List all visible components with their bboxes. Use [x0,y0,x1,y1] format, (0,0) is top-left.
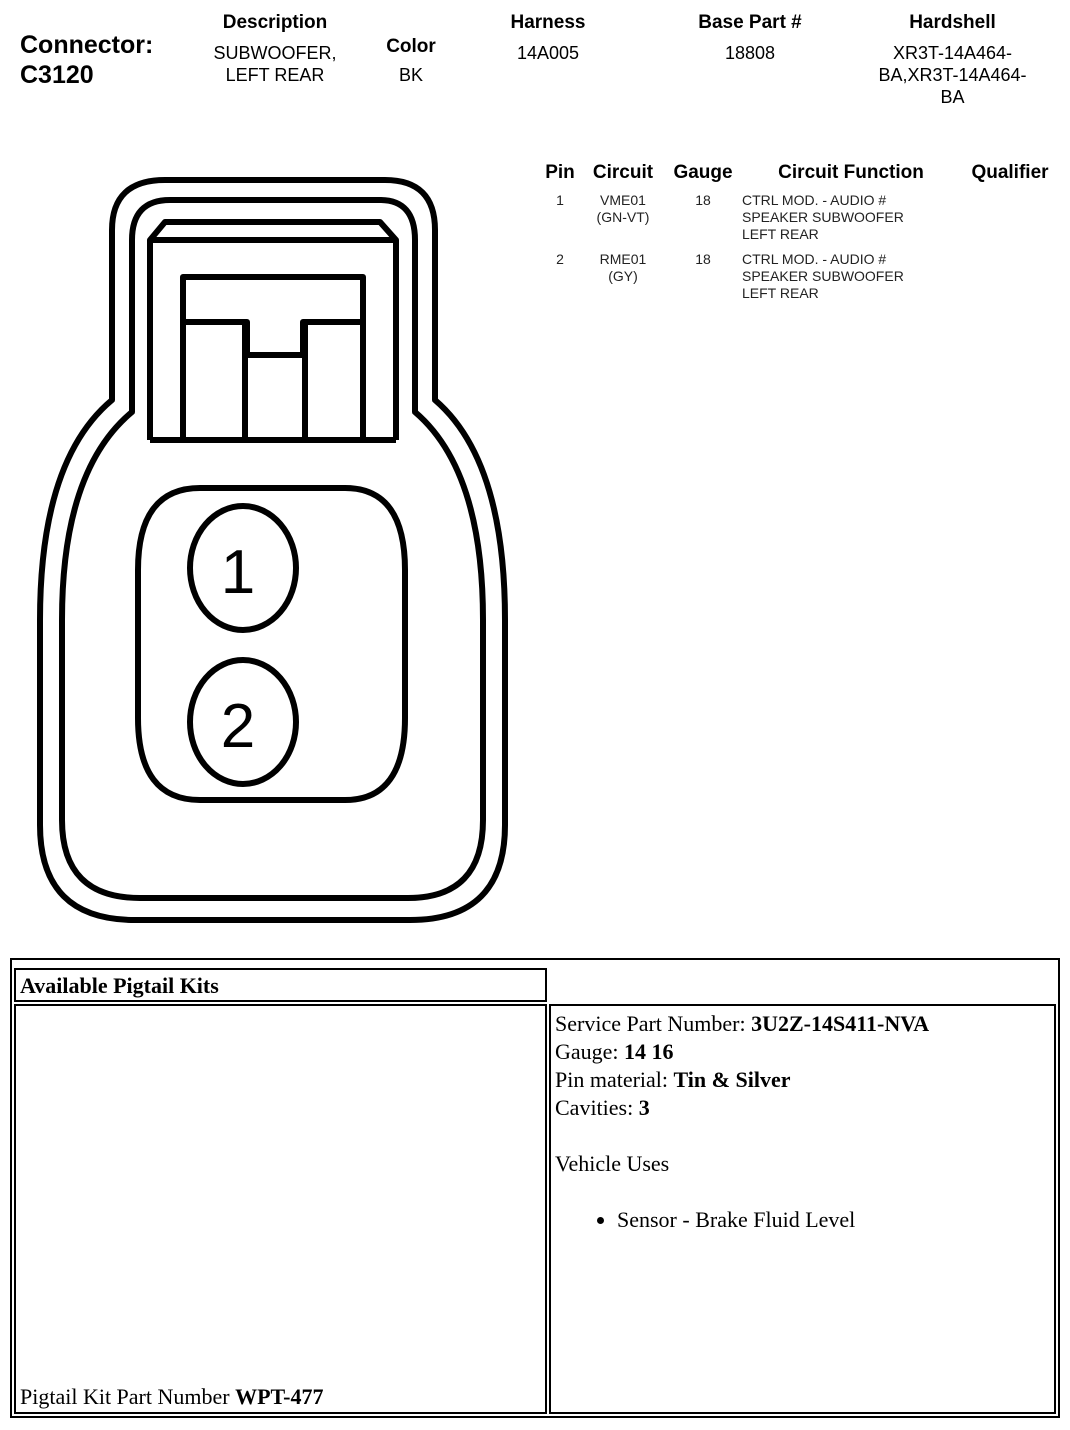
gauge-label: Gauge: [555,1039,625,1064]
latch-tab [183,322,363,355]
cavities-label: Cavities: [555,1095,639,1120]
circuit-cell [588,192,658,226]
description-line: LEFT REAR [225,65,325,85]
harness-value: 14A005 [516,43,580,63]
description-column [190,12,360,86]
connector-label: Connector: [20,31,154,59]
function-header: Circuit Function [778,162,924,183]
connector-id: C3120 [20,61,94,89]
cavities-value: 3 [638,1095,650,1120]
description-value [190,42,360,86]
vehicle-uses-list [555,1206,1050,1234]
function-line: SPEAKER SUBWOOFER [742,268,904,284]
gauge-cell: 18 [695,251,711,267]
hardshell-value [860,42,1045,108]
color-label: Color [386,36,436,57]
description-label: Description [222,12,328,33]
connector-title [20,30,153,90]
pigtail-detail-cell [549,1004,1056,1414]
latch-outer [150,222,396,440]
harness-label: Harness [510,12,586,33]
function-line: CTRL MOD. - AUDIO # [742,192,887,208]
connector-inner-outline [62,200,483,898]
gauge-header: Gauge [673,162,733,183]
pigtail-kit-line [20,1384,324,1410]
pigtail-kit-number: WPT-477 [235,1384,324,1409]
function-line: LEFT REAR [742,226,819,242]
function-line: CTRL MOD. - AUDIO # [742,251,887,267]
connector-outer-outline [40,180,505,920]
qualifier-header: Qualifier [971,162,1049,183]
hardshell-line: BA [940,87,965,107]
circuit-color: (GY) [608,268,638,284]
pigtail-kit-cell [14,1004,547,1414]
service-part-value: 3U2Z-14S411-NVA [751,1011,930,1036]
color-column [366,36,456,86]
pin-number: 2 [556,251,564,267]
circuit-color: (GN-VT) [596,209,650,225]
gauge-cell: 18 [695,192,711,208]
pigtail-kit-label: Pigtail Kit Part Number [20,1384,236,1409]
base-part-label: Base Part # [698,12,802,33]
pin-1-label: 1 [220,538,256,607]
pin-material-value: Tin & Silver [673,1067,791,1092]
circuit-cell [588,251,658,285]
cavities-line [555,1094,1050,1122]
pigtail-title-cell [14,968,547,1002]
pigtail-title: Available Pigtail Kits [20,973,219,998]
base-part-column [680,12,820,64]
circuit-id: RME01 [599,251,647,267]
hardshell-column [860,12,1045,108]
function-line: LEFT REAR [742,285,819,301]
circuit-header: Circuit [592,162,654,183]
cavity-area [138,488,405,800]
pin-header: Pin [545,162,575,183]
harness-column [488,12,608,64]
gauge-line [555,1038,1050,1066]
list-item: • Sensor - Brake Fluid Level [617,1206,1050,1234]
color-value: BK [398,65,423,85]
connector-face-diagram [0,150,540,940]
pin-material-label: Pin material: [555,1067,674,1092]
vehicle-uses-label: Vehicle Uses [555,1151,670,1176]
hardshell-line: BA,XR3T-14A464- [878,65,1027,85]
function-line: SPEAKER SUBWOOFER [742,209,904,225]
pin-material-line [555,1066,1050,1094]
hardshell-label: Hardshell [909,12,996,33]
pin-2-label: 2 [220,692,256,761]
base-part-value: 18808 [724,43,776,63]
service-part-label: Service Part Number: [555,1011,752,1036]
circuit-id: VME01 [600,192,646,208]
function-cell [742,251,942,302]
pin-number: 1 [556,192,564,208]
gauge-value: 14 16 [624,1039,674,1064]
hardshell-line: XR3T-14A464- [892,43,1013,63]
service-part-line [555,1010,1050,1038]
latch-inner [183,277,363,440]
description-line: SUBWOOFER, [213,43,337,63]
function-cell [742,192,942,243]
pin-table [540,162,1060,312]
